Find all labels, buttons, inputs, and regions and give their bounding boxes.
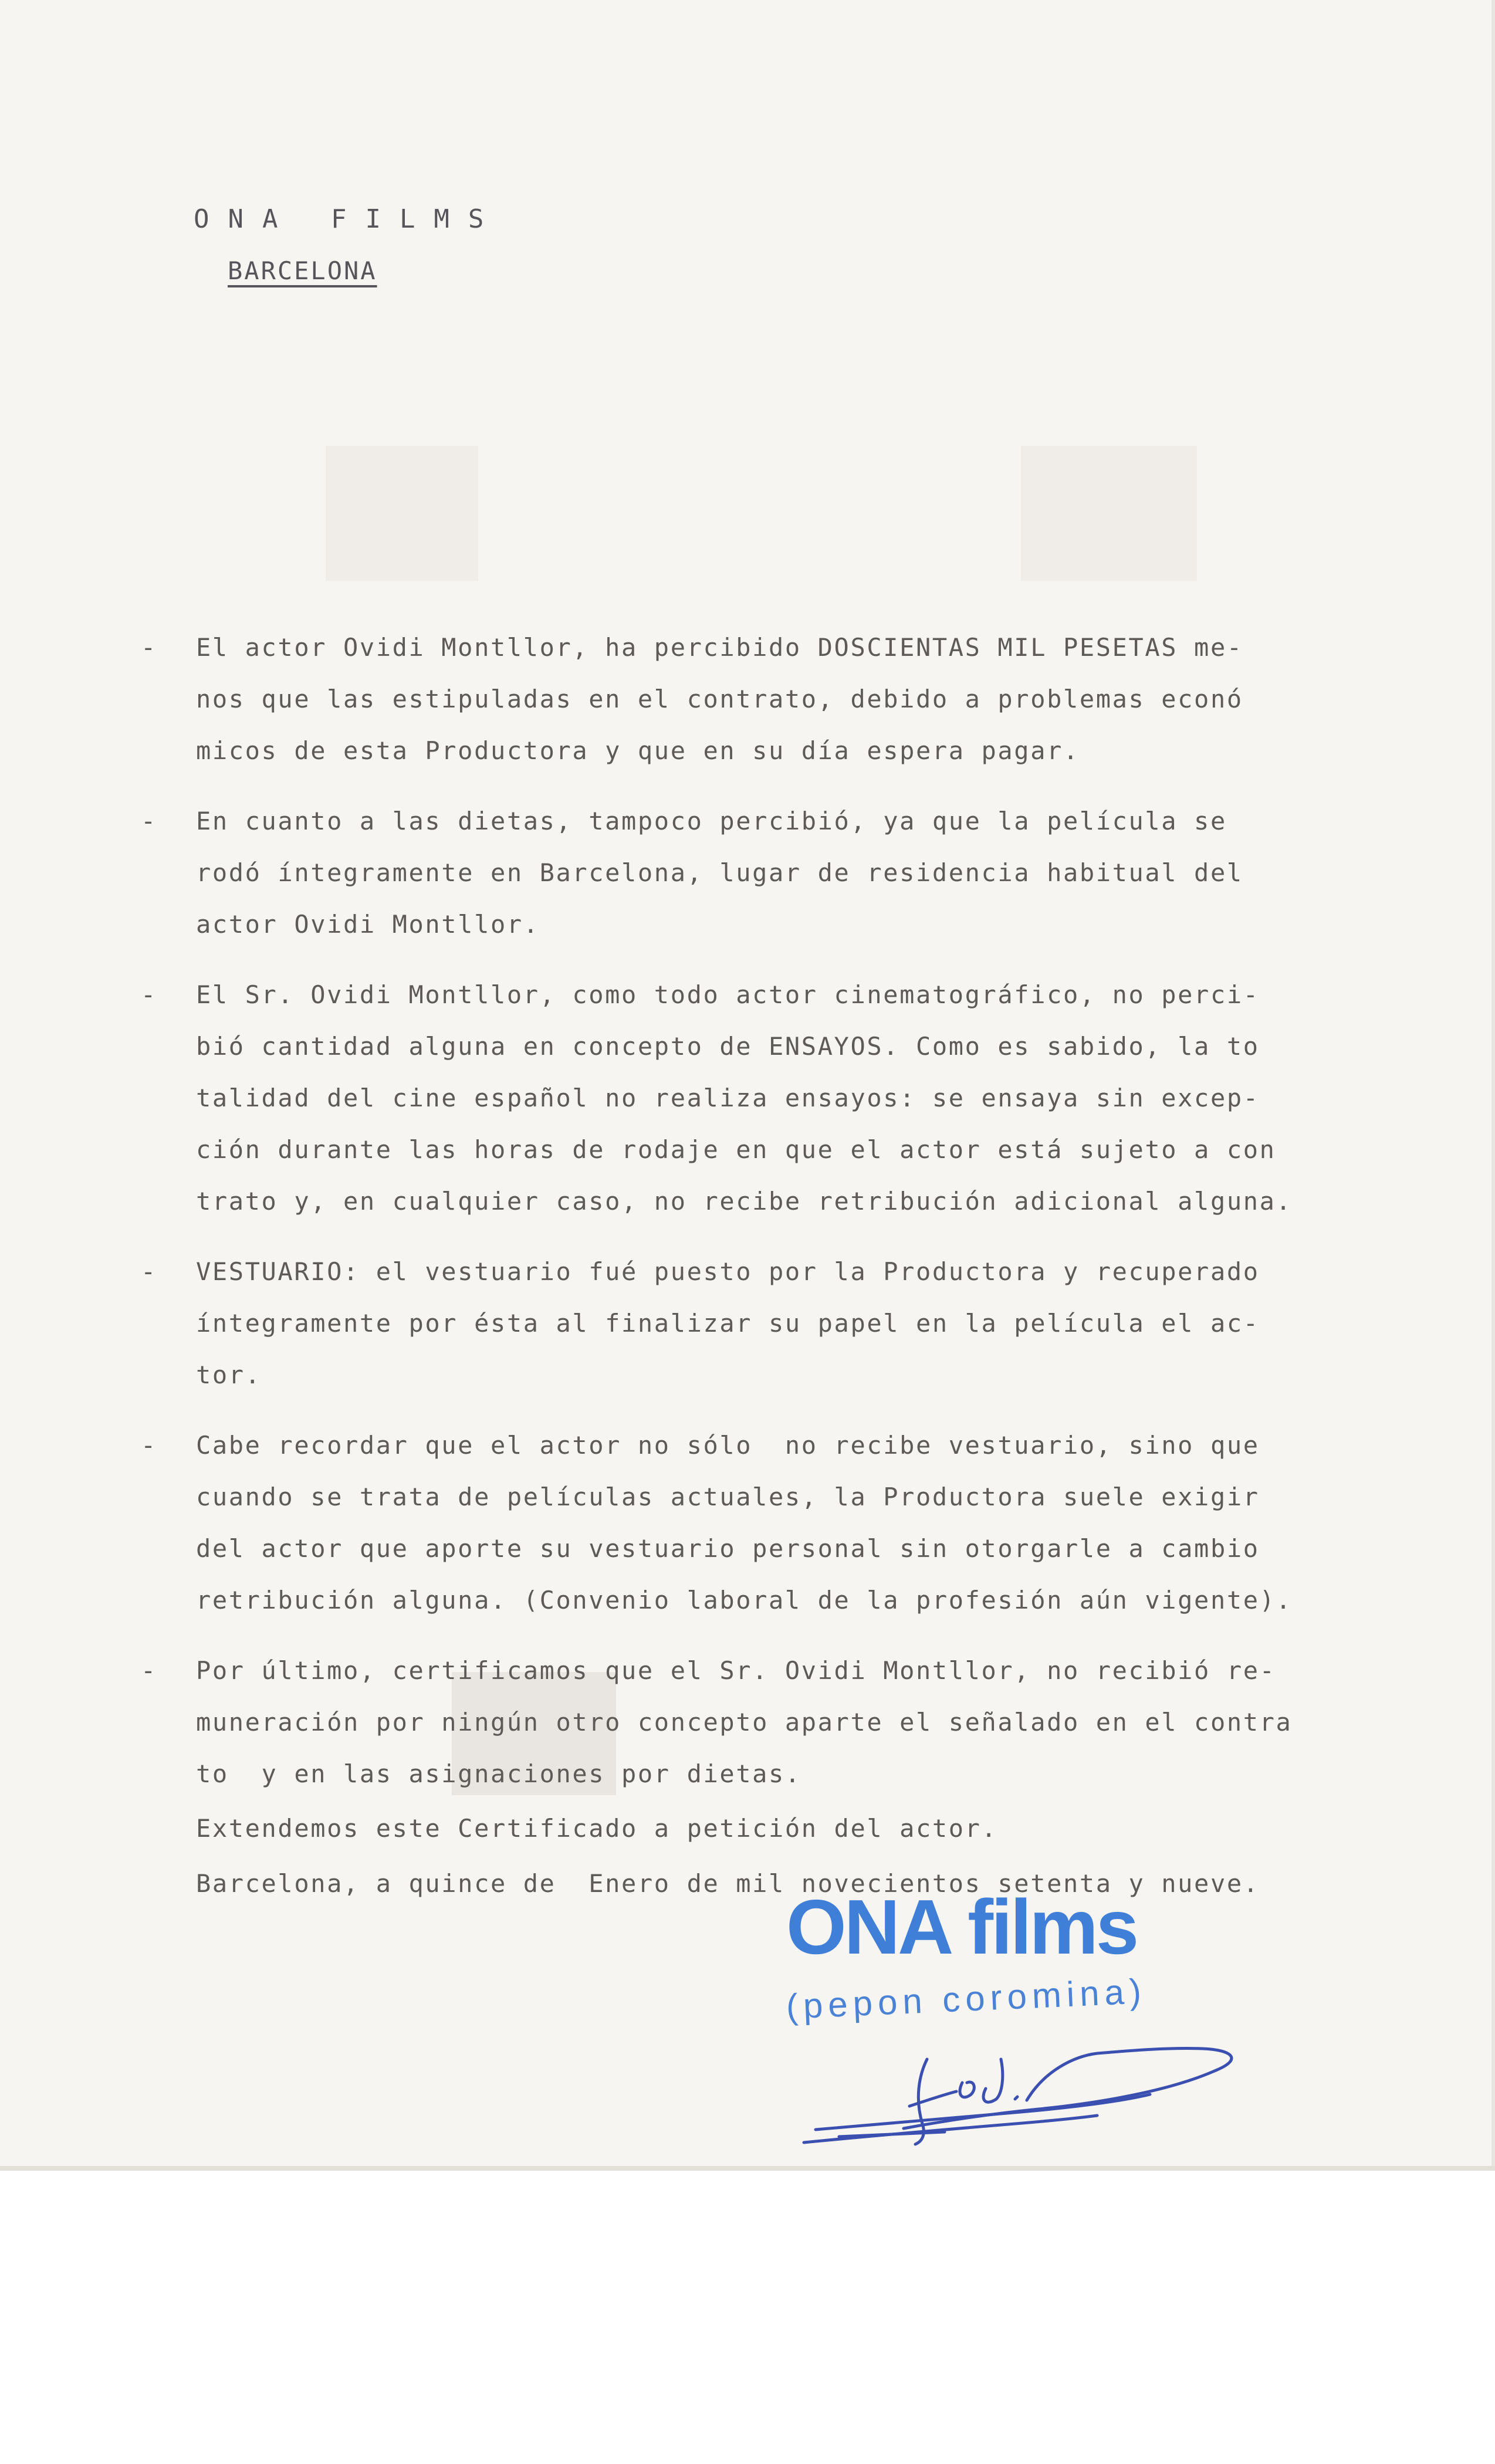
list-item — [141, 1420, 1432, 1626]
item-bullet: - — [141, 980, 157, 1009]
list-item — [141, 1645, 1432, 1800]
text-line: del actor que aporte su vestuario personal sin otorgarle a cambio — [196, 1534, 1260, 1563]
item-bullet: - — [141, 807, 157, 835]
text-line: íntegramente por ésta al finalizar su papel en la película el ac- — [196, 1309, 1260, 1338]
text-line: Cabe recordar que el actor no sólo no recibe vestuario, sino que — [196, 1431, 1260, 1460]
item-bullet: - — [141, 633, 157, 662]
handwritten-signature — [769, 2036, 1273, 2165]
date-line: Barcelona, a quince de Enero de mil novecientos setenta y nueve. — [196, 1869, 1260, 1898]
closing-line: Extendemos este Certificado a petición del actor. — [196, 1814, 998, 1843]
item-text — [196, 1645, 1432, 1800]
text-line: retribución alguna. (Convenio laboral de la profesión aún vigente). — [196, 1586, 1293, 1615]
text-line: micos de esta Productora y que en su día espera pagar. — [196, 736, 1080, 765]
stamp-company-name: ONA films — [786, 1884, 1137, 1970]
item-text — [196, 622, 1432, 777]
list-item — [141, 796, 1432, 950]
text-line: Por último, certificamos que el Sr. Ovidi Montllor, no recibió re- — [196, 1656, 1276, 1685]
list-item — [141, 622, 1432, 777]
item-text — [196, 1420, 1432, 1626]
text-line: talidad del cine español no realiza ensayos: se ensaya sin excep- — [196, 1084, 1260, 1112]
text-line: actor Ovidi Montllor. — [196, 910, 540, 939]
paper-smudge — [326, 446, 478, 581]
company-city: BARCELONA — [228, 256, 377, 285]
text-line: nos que las estipuladas en el contrato, debido a problemas econó — [196, 685, 1243, 713]
item-bullet: - — [141, 1656, 157, 1685]
item-text — [196, 1246, 1432, 1401]
text-line: rodó íntegramente en Barcelona, lugar de residencia habitual del — [196, 858, 1243, 887]
paper-smudge — [1021, 446, 1197, 581]
list-item — [141, 1246, 1432, 1401]
text-line: trato y, en cualquier caso, no recibe retribución adicional alguna. — [196, 1187, 1293, 1216]
item-bullet: - — [141, 1257, 157, 1286]
text-line: El Sr. Ovidi Montllor, como todo actor cinematográfico, no perci- — [196, 980, 1260, 1009]
item-bullet: - — [141, 1431, 157, 1460]
text-line: tor. — [196, 1360, 262, 1389]
certificate-items — [141, 622, 1432, 1819]
item-text — [196, 969, 1432, 1227]
text-line: VESTUARIO: el vestuario fué puesto por la Productora y recuperado — [196, 1257, 1260, 1286]
text-line: El actor Ovidi Montllor, ha percibido DOSCIENTAS MIL PESETAS me- — [196, 633, 1243, 662]
item-text — [196, 796, 1432, 950]
stamp-person-name: (pepon coromina) — [785, 1971, 1148, 2026]
company-name: ONA FILMS — [194, 204, 503, 234]
text-line: to y en las asignaciones por dietas. — [196, 1759, 801, 1788]
text-line: ción durante las horas de rodaje en que el actor está sujeto a con — [196, 1135, 1276, 1164]
text-line: bió cantidad alguna en concepto de ENSAYOS. Como es sabido, la to — [196, 1032, 1260, 1061]
text-line: En cuanto a las dietas, tampoco percibió, ya que la película se — [196, 807, 1227, 835]
list-item — [141, 969, 1432, 1227]
text-line: cuando se trata de películas actuales, la Productora suele exigir — [196, 1483, 1260, 1511]
text-line: muneración por ningún otro concepto aparte el señalado en el contra — [196, 1708, 1293, 1737]
letterhead — [194, 204, 502, 285]
company-stamp — [786, 1884, 1232, 1970]
